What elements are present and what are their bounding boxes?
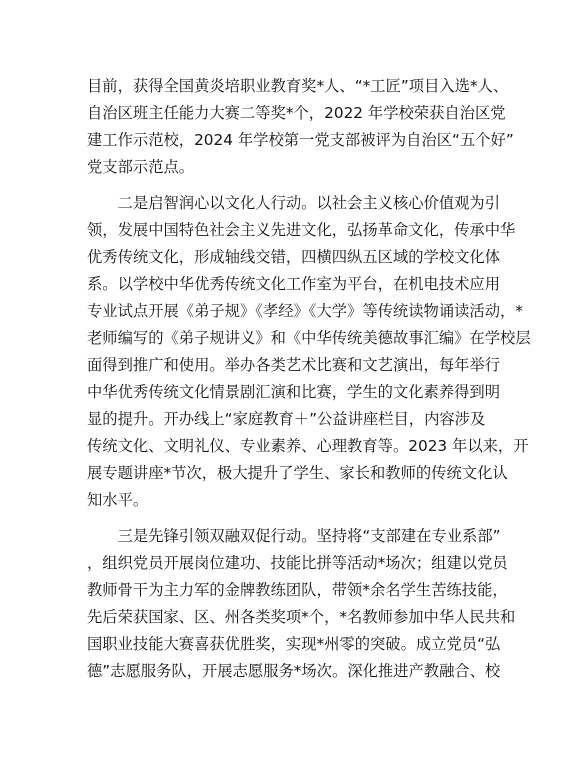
paragraph-spacer — [87, 181, 497, 190]
text-line: 目前，获得全国黄炎培职业教育奖*人、“*工匠”项目入选*人、 — [87, 77, 509, 95]
text-line: 教师骨干为主力军的金牌教练团队，带领*余名学生苦练技能， — [87, 581, 508, 599]
text-line: 展专题讲座*节次，极大提升了学生、家长和教师的传统文化认 — [87, 464, 508, 482]
text-line: 老师编写的《弟子规讲义》和《中华传统美德故事汇编》在学校层 — [87, 329, 531, 347]
text-line: 国职业技能大赛喜获优胜奖，实现*州零的突破。成立党员“弘 — [87, 635, 501, 653]
text-line: 领，发展中国特色社会主义先进文化，弘扬革命文化，传承中华 — [87, 221, 516, 239]
document-body — [87, 73, 531, 685]
text-line: ，组织党员开展岗位建功、技能比拼等活动*场次；组建以党员 — [87, 554, 508, 572]
text-line: 党支部示范点。 — [87, 158, 195, 176]
text-line: 面得到推广和使用。举办各类艺术比赛和文艺演出，每年举行 — [87, 356, 501, 374]
text-line: 优秀传统文化，形成轴线交错，四横四纵五区域的学校文化体 — [87, 248, 501, 266]
paragraph-spacer — [87, 514, 497, 523]
paragraph-vanguard-action — [87, 523, 516, 685]
text-line: 传统文化、文明礼仪、专业素养、心理教育等。2023 年以来，开 — [87, 437, 529, 455]
paragraph-achievements — [87, 73, 514, 181]
text-line: 先后荣获国家、区、州各类奖项*个，*名教师参加中华人民共和 — [87, 608, 516, 626]
text-line: 二是启智润心以文化人行动。以社会主义核心价值观为引 — [87, 194, 501, 212]
text-line: 知水平。 — [87, 491, 149, 509]
text-line: 显的提升。开办线上“家庭教育＋”公益讲座栏目，内容涉及 — [87, 410, 486, 428]
text-line: 自治区班主任能力大赛二等奖*个，2022 年学校荣获自治区党 — [87, 104, 506, 122]
text-line: 系。以学校中华优秀传统文化工作室为平台，在机电技术应用 — [87, 275, 501, 293]
text-line: 三是先锋引领双融双促行动。坚持将“支部建在专业系部” — [87, 527, 501, 545]
text-line: 德”志愿服务队，开展志愿服务*场次。深化推进产教融合、校 — [87, 662, 501, 680]
text-line: 建工作示范校，2024 年学校第一党支部被评为自治区“五个好” — [87, 131, 514, 149]
text-line: 中华优秀传统文化情景剧汇演和比赛，学生的文化素养得到明 — [87, 383, 501, 401]
text-line: 专业试点开展《弟子规》《孝经》《大学》等传统读物诵读活动，* — [87, 302, 523, 320]
paragraph-culture-action — [87, 190, 531, 514]
